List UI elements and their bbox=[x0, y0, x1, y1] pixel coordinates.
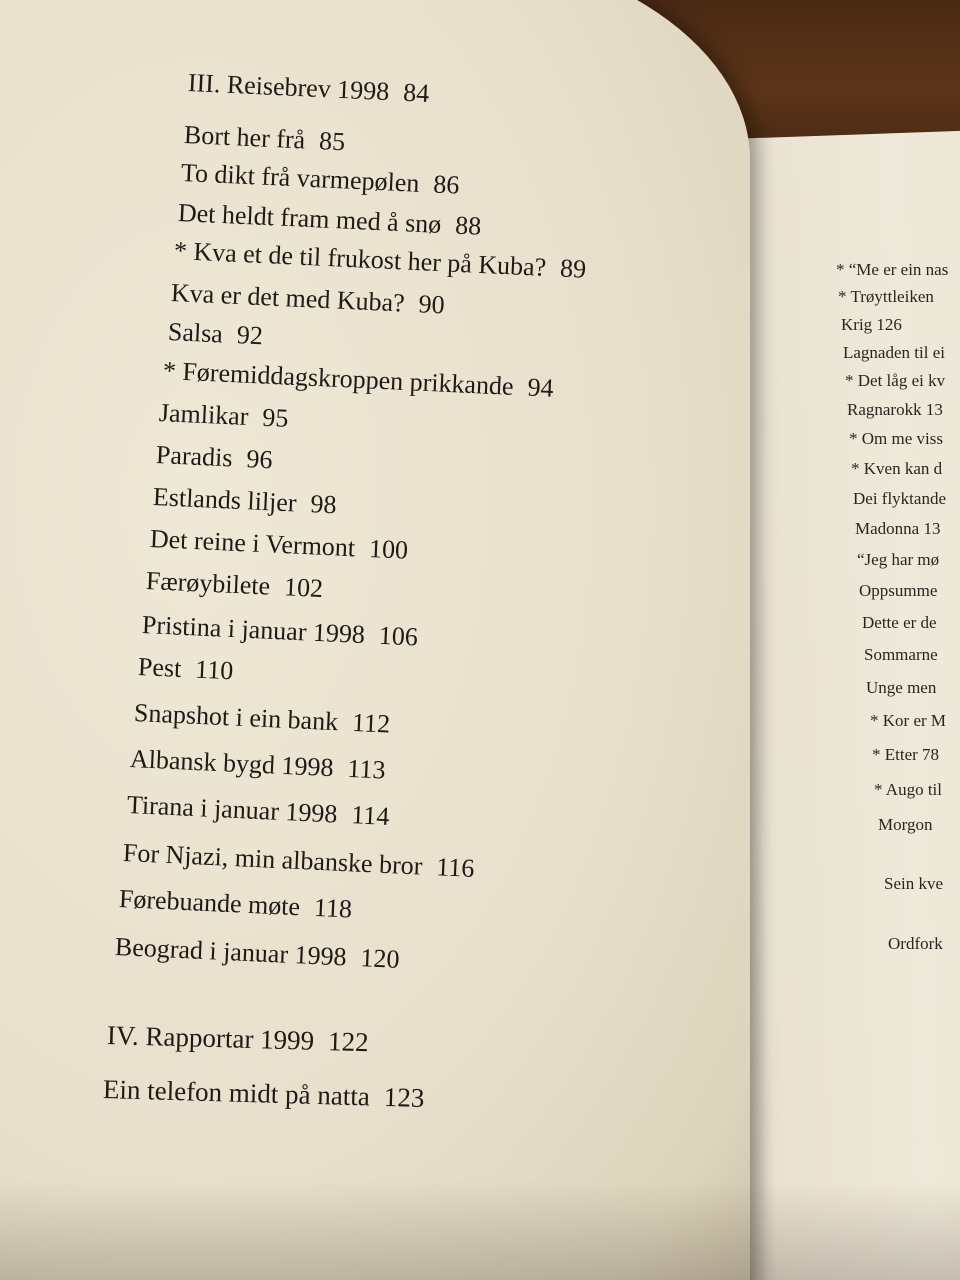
right-toc-entry: * Augo til bbox=[874, 780, 943, 799]
toc-page-number: 123 bbox=[383, 1081, 425, 1113]
toc-entry bbox=[167, 317, 263, 351]
toc-title: Albansk bygd 1998 bbox=[129, 744, 335, 783]
toc-title: Snapshot i ein bank bbox=[133, 698, 339, 737]
right-toc-entry: * Om me viss bbox=[849, 429, 943, 448]
toc-page-number: 88 bbox=[454, 210, 482, 241]
right-toc-entry: Madonna 13 bbox=[855, 519, 941, 538]
toc-page-number: 114 bbox=[350, 800, 391, 831]
toc-title: Pest bbox=[137, 652, 182, 683]
toc-page-number: 98 bbox=[309, 489, 338, 520]
toc-title: Det heldt fram med å snø bbox=[177, 198, 442, 239]
right-toc-entry: Morgon bbox=[878, 815, 933, 834]
bottom-shadow bbox=[0, 1180, 960, 1280]
toc-page-number: 122 bbox=[327, 1026, 370, 1058]
toc-page-number: 84 bbox=[402, 77, 430, 108]
right-toc-entry: Dette er de bbox=[862, 613, 937, 632]
right-toc-entry: Sein kve bbox=[884, 874, 944, 893]
toc-page-number: 116 bbox=[435, 852, 476, 883]
toc-title: III. Reisebrev 1998 bbox=[187, 68, 390, 107]
right-toc-entry: Unge men bbox=[866, 678, 937, 697]
toc-page-number: 100 bbox=[368, 533, 409, 565]
toc-title: Pristina i januar 1998 bbox=[141, 610, 366, 650]
toc-title: Estlands liljer bbox=[152, 482, 298, 518]
toc-title: Tirana i januar 1998 bbox=[126, 790, 339, 829]
toc-entry bbox=[137, 652, 234, 686]
toc-title: Ein telefon midt på natta bbox=[102, 1074, 371, 1112]
right-toc-entry: Lagnaden til ei bbox=[843, 343, 945, 362]
toc-page-number: 106 bbox=[378, 620, 419, 652]
toc-title: Jamlikar bbox=[158, 398, 250, 432]
toc-page-number: 95 bbox=[261, 402, 290, 433]
right-toc-entry: * Det låg ei kv bbox=[845, 371, 946, 390]
toc-title: Salsa bbox=[167, 317, 224, 349]
toc-entry bbox=[155, 440, 273, 475]
right-toc-entry: Ordfork bbox=[888, 934, 943, 953]
toc-title: Kva er det med Kuba? bbox=[170, 278, 406, 318]
right-toc-entry: * “Me er ein nas bbox=[836, 260, 949, 279]
toc-page-number: 86 bbox=[432, 169, 461, 200]
toc-title: Det reine i Vermont bbox=[149, 524, 356, 563]
right-toc-entry: “Jeg har mø bbox=[857, 550, 940, 569]
toc-page-number: 90 bbox=[418, 289, 446, 320]
toc-page-number: 96 bbox=[245, 444, 274, 475]
toc-page-number: 110 bbox=[194, 654, 234, 686]
toc-entry bbox=[158, 398, 289, 434]
toc-page-number: 118 bbox=[313, 892, 353, 924]
toc-page-number: 89 bbox=[559, 253, 587, 284]
right-toc-entry: Krig 126 bbox=[841, 315, 902, 334]
toc-title: Beograd i januar 1998 bbox=[114, 932, 348, 972]
toc-page-number: 85 bbox=[318, 126, 346, 157]
right-toc-entry: * Etter 78 bbox=[872, 745, 940, 764]
right-toc-entry: Dei flyktande bbox=[853, 489, 946, 508]
right-toc-entry: Sommarne bbox=[864, 645, 938, 664]
right-toc-entry: * Kven kan d bbox=[851, 459, 943, 478]
right-toc-entry: * Trøyttleiken bbox=[838, 287, 934, 306]
right-toc-entry: Oppsumme bbox=[859, 581, 938, 600]
toc-title: Bort her frå bbox=[183, 120, 306, 155]
right-toc-entry: * Kor er M bbox=[870, 711, 947, 730]
toc-title: * Kva et de til frukost her på Kuba? bbox=[173, 236, 547, 282]
toc-page-number: 94 bbox=[526, 372, 555, 403]
right-toc-entry: Ragnarokk 13 bbox=[847, 400, 943, 419]
toc-title: Førebuande møte bbox=[118, 884, 301, 922]
toc-title: IV. Rapportar 1999 bbox=[106, 1020, 315, 1056]
toc-page-number: 112 bbox=[351, 707, 391, 739]
toc-title: * Føremiddagskroppen prikkande bbox=[162, 356, 515, 401]
toc-title: For Njazi, min albanske bror bbox=[122, 838, 424, 881]
toc-page-number: 92 bbox=[236, 320, 264, 351]
toc-page-number: 102 bbox=[283, 572, 324, 604]
toc-title: Paradis bbox=[155, 440, 234, 473]
toc-title: Færøybilete bbox=[145, 566, 271, 601]
toc-page-number: 120 bbox=[359, 943, 401, 974]
toc-title: To dikt frå varmepølen bbox=[180, 158, 421, 198]
toc-page-number: 113 bbox=[346, 753, 387, 785]
